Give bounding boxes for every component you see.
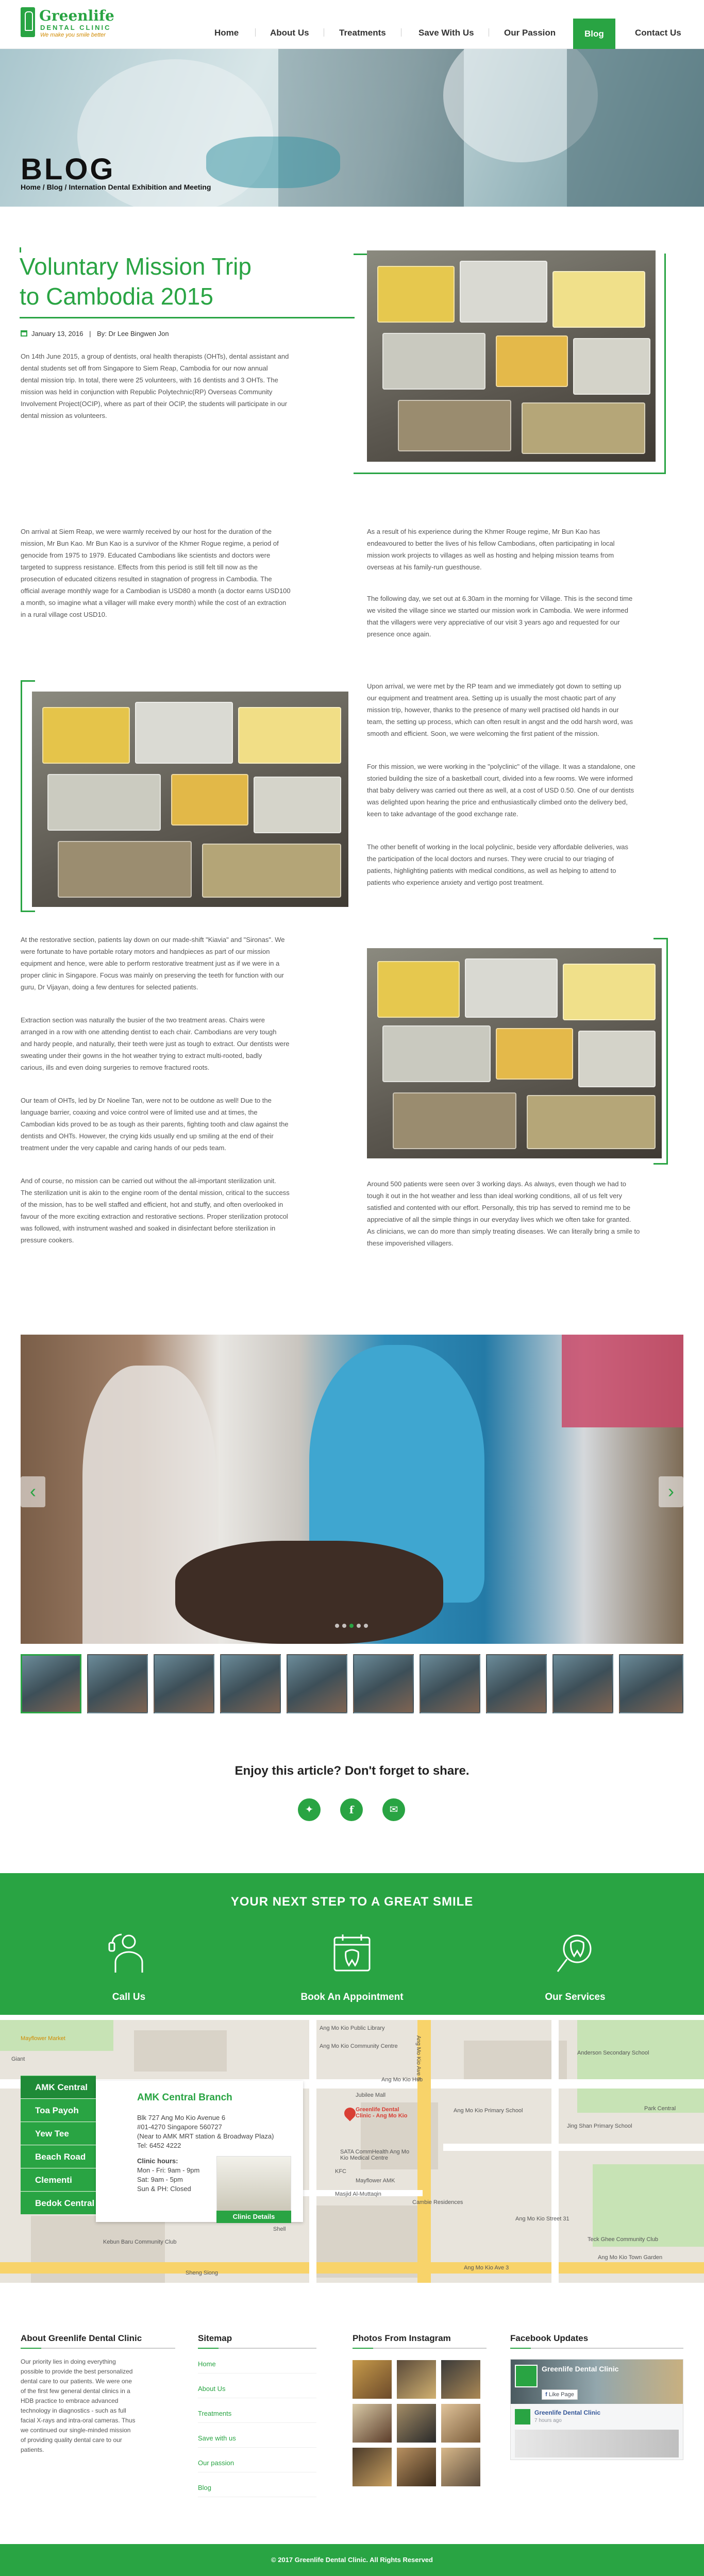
branch-yew-tee[interactable]: Yew Tee (21, 2122, 96, 2145)
instagram-photo[interactable] (441, 2404, 480, 2443)
paragraph: The other benefit of working in the local polyclinic, beside very affordable deliveries, was the participation of the local doctors and nurses. They were crucial to our triaging of patients, highlighting patients with medical conditions, as well as helping to attend to patients who experience anxiety and vertigo post treatment. (367, 843, 629, 886)
gallery-thumbnail[interactable] (619, 1654, 683, 1713)
gallery-thumbnail[interactable] (552, 1654, 613, 1713)
facebook-page-name[interactable]: Greenlife Dental Clinic (542, 2365, 619, 2373)
map-label: Ang Mo Kio Ave 3 (464, 2265, 509, 2271)
map-label: Sheng Siong (186, 2270, 218, 2276)
map-label: Park Central (644, 2106, 676, 2112)
footer-instagram-title: Photos From Instagram (353, 2333, 451, 2343)
footer-link-blog[interactable]: Blog (198, 2484, 316, 2497)
site-logo[interactable] (21, 7, 134, 39)
book-appointment-cta[interactable] (285, 1932, 419, 2003)
nav-treatments[interactable]: Treatments (339, 28, 386, 38)
paragraph: Around 500 patients were seen over 3 working days. As always, even though we had to tough it out in the hot weather and less than ideal working conditions, all of us felt very satisfied and contented with our effort. Personally, this trip has served to remind me to be appreciative of all the simple things in our everyday lives which we often take for granted. As clinicians, we can do more than simply treating diseases. We can literally bring a smile to these impoverished villagers. (367, 1180, 640, 1247)
tooth-logo-icon (21, 7, 35, 37)
hero-banner (0, 49, 704, 207)
article-author: By: Dr Lee Bingwen Jon (97, 330, 169, 338)
instagram-photo[interactable] (441, 2360, 480, 2399)
instagram-photo[interactable] (353, 2360, 392, 2399)
hero-title: BLOG (21, 153, 115, 186)
branch-address: Blk 727 Ang Mo Kio Avenue 6 (137, 2114, 226, 2122)
map-label: Ang Mo Kio Community Centre (320, 2043, 398, 2049)
facebook-page-avatar (515, 2365, 538, 2387)
clinic-hours: Mon - Fri: 9am - 9pm (137, 2166, 200, 2174)
calendar-icon (21, 330, 27, 336)
instagram-photo[interactable] (441, 2448, 480, 2486)
clinic-hours: Sat: 9am - 5pm (137, 2176, 183, 2183)
nav-home[interactable]: Home (214, 28, 239, 38)
map-label: Greenlife Dental Clinic - Ang Mo Kio (356, 2107, 408, 2119)
article-date: January 13, 2016 (31, 330, 83, 338)
book-appointment-label: Book An Appointment (300, 1992, 404, 2002)
twitter-share-button[interactable] (298, 1798, 321, 1821)
facebook-post-time: 7 hours ago (534, 2418, 562, 2423)
map-label: Ang Mo Kio Hub (381, 2077, 423, 2083)
dental-instruments-photo (367, 948, 662, 1158)
footer-link-about-us[interactable]: About Us (198, 2385, 316, 2398)
map-label: Mayflower Market (21, 2035, 65, 2042)
footer-divider (510, 2348, 683, 2349)
slider-dot[interactable] (364, 1624, 368, 1628)
branch-clementi[interactable]: Clementi (21, 2168, 96, 2191)
gallery-thumbnail[interactable] (486, 1654, 547, 1713)
article-meta: January 13, 2016 | By: Dr Lee Bingwen Jon (21, 330, 169, 338)
paragraph: The following day, we set out at 6.30am in the morning for Village. This is the second time we visited the village since we started our mission work in Cambodia. We were informed that the villagers were very appreciative of our visit 3 years ago and requested for our presence once again. (367, 595, 633, 638)
map-label: Giant (11, 2056, 25, 2062)
map-label: Ang Mo Kio Primary School (454, 2108, 523, 2114)
map-label: Jubilee Mall (356, 2092, 386, 2098)
branch-name: AMK Central Branch (137, 2092, 232, 2103)
clinic-details-button[interactable]: Clinic Details (216, 2211, 291, 2223)
branch-address: (Near to AMK MRT station & Broadway Plaza) (137, 2132, 274, 2140)
calendar-tooth-icon (331, 1932, 373, 1975)
call-icon (108, 1932, 149, 1975)
cta-divider (0, 2015, 704, 2017)
paragraph: For this mission, we were working in the "polyclinic" of the village. It was a standalone, one storied building the size of a basketball court, divided into a few rooms. We were informed that baby delivery was carried out there as well, at a cost of USD 0.50. One of our dentists was delighted upon hearing the price and enthusiastically climbed onto the delivery bed, keen to take advantage of the good exchange rate. (367, 763, 635, 818)
map-label: Mayflower AMK (356, 2178, 395, 2184)
gallery-thumbnail[interactable] (287, 1654, 347, 1713)
nav-save-with-us[interactable]: Save With Us (418, 28, 474, 38)
dental-instruments-photo (367, 250, 656, 462)
footer-sitemap-title: Sitemap (198, 2333, 232, 2343)
share-title: Enjoy this article? Don't forget to share. (234, 1764, 470, 1778)
map-label: Ang Mo Kio Street 31 (515, 2216, 569, 2222)
map-label: Jing Shan Primary School (567, 2123, 632, 2129)
map-label: Ang Mo Kio Public Library (320, 2025, 385, 2031)
branch-address: #01-4270 Singapore 560727 (137, 2123, 222, 2131)
instagram-photo[interactable] (353, 2404, 392, 2443)
clinic-hours-title: Clinic hours: (137, 2157, 178, 2165)
copyright-text: © 2017 Greenlife Dental Clinic. All Rights Reserved (271, 2556, 433, 2564)
branch-phone: Tel: 6452 4222 (137, 2142, 181, 2149)
facebook-like-button[interactable]: f Like Page (542, 2389, 578, 2400)
tooth-search-icon (555, 1932, 596, 1975)
paragraph: Our team of OHTs, led by Dr Noeline Tan, were not to be outdone as well! Due to the language barrier, coaxing and voice control were of limited use and at times, the Cambodian kids proved to be as tough as their parents, fighting tooth and claw against the dentists and OHTs. However, the crying kids usually end up smiling at the end of their treatment under the very capable and caring hands of our peds team. (21, 1097, 289, 1152)
call-us-label: Call Us (112, 1992, 146, 2002)
cta-title: YOUR NEXT STEP TO A GREAT SMILE (230, 1895, 474, 1909)
facebook-post-image (515, 2430, 679, 2457)
paragraph: At the restorative section, patients lay down on our made-shift "Kiavia" and "Sironas". We were fortunate to have portable rotary motors and handpieces as part of our mission equipment and hence, were able to perform restorative treatment just as if we were in a proper clinic in Singapore. Focus was mainly on preserving the teeth for function with our guru, Dr Vijayan, doing a few dentures for selected patients. (21, 936, 285, 991)
footer-link-save-with-us[interactable]: Save with us (198, 2434, 316, 2448)
clinic-storefront-image (216, 2156, 291, 2216)
gallery-thumbnail[interactable] (87, 1654, 148, 1713)
our-services-label: Our Services (545, 1992, 606, 2002)
paragraph: On arrival at Siem Reap, we were warmly received by our host for the duration of the mission, Mr Bun Kao. Mr Bun Kao is a survivor of the Khmer Rogue regime, a period of genocide from 1975 to 1979. Educated Cambodians like scientists and doctors were targeted to suppress resistance. Effects from this period is still felt till now as the prosecution of educated citizens resulted in stagnation of progress in Cambodia. The official average monthly wage for a Cambodian is USD80 a month (a doctor earns USD100 a month, so imagine what a villager will make every month) while the cost of an extraction in a rural village cost USD10. (21, 528, 291, 618)
map-label: KFC (335, 2168, 346, 2175)
chevron-right-icon: › (668, 1480, 674, 1502)
branch-amk-central[interactable]: AMK Central (21, 2076, 96, 2098)
facebook-share-button[interactable] (340, 1798, 363, 1821)
breadcrumb[interactable]: Home / Blog / Internation Dental Exhibition and Meeting (21, 183, 211, 191)
logo-title: Greenlife (39, 7, 114, 24)
nav-divider (255, 28, 256, 37)
branch-bedok-central[interactable]: Bedok Central (21, 2192, 96, 2214)
paragraph: As a result of his experience during the Khmer Rouge regime, Mr Bun Kao has endeavoured to better the lives of his fellow Cambodians, often participating in local mission work projects to villages as well as hosting and helping mission teams from overseas at his family-run guesthouse. (367, 528, 615, 571)
branch-toa-payoh[interactable]: Toa Payoh (21, 2099, 96, 2122)
map-label: Masjid Al-Muttaqin (335, 2191, 381, 2197)
map-label: Ang Mo Kio Ave 6 (415, 2035, 422, 2081)
footer-link-our-passion[interactable]: Our passion (198, 2459, 316, 2472)
instagram-photo[interactable] (397, 2404, 436, 2443)
map-label: Anderson Secondary School (577, 2050, 649, 2056)
slide-poster (562, 1335, 683, 1427)
map-label: Cambie Residences (412, 2199, 463, 2205)
gallery-thumbnail[interactable] (154, 1654, 214, 1713)
slider-prev-button[interactable] (21, 1476, 45, 1507)
logo-subtitle: DENTAL CLINIC (40, 24, 111, 31)
gallery-thumbnail[interactable] (420, 1654, 480, 1713)
footer-divider (353, 2348, 487, 2349)
title-underline (20, 317, 355, 318)
intro-paragraph: On 14th June 2015, a group of dentists, oral health therapists (OHTs), dental assistant and dental students set off from Singapore to Siem Reap, Cambodia for our now annual dental mission trip. In total, there were 25 volunteers, with 16 dentists and 3 OHTs. The mission was held in conjunction with Republic Polytechnic(RP) Overseas Community Involvement Project(OCIP), where as part of their OCIP, the students will participate in our dental mission as volunteers. (21, 352, 289, 419)
our-services-cta[interactable] (508, 1932, 642, 2003)
nav-about-us[interactable]: About Us (270, 28, 309, 38)
slide-figure (175, 1541, 443, 1644)
map-label: SATA CommHealth Ang Mo Kio Medical Centre (340, 2149, 410, 2161)
facebook-icon: f (349, 1804, 354, 1816)
dental-instruments-photo (32, 692, 348, 907)
paragraph: Extraction section was naturally the busier of the two treatment areas. Chairs were arranged in a row with one attending dentist to each chair. Cambodians are very tough and hardy people, and naturally, their teeth were just as tough to extract. Our dentists were sweating under their gowns in the hot weather trying to extract multi-rooted, badly carious, ills and even doing surgeries to remove fractured roots. (21, 1016, 290, 1071)
facebook-icon: f (545, 2392, 549, 2398)
footer-divider (21, 2348, 175, 2349)
article-title: Voluntary Mission Trip to Cambodia 2015 (20, 253, 252, 310)
slider-dot[interactable] (342, 1624, 346, 1628)
slider-next-button[interactable] (659, 1476, 683, 1507)
paragraph: And of course, no mission can be carried out without the all-important sterilization unit. The sterilization unit is akin to the engine room of the dental mission, critical to the success of the mission, has to be well staffed and efficient, hot and stuffy, and often overlooked in favour of the more exciting extraction and restorative sections. Proper sterilization protocol was followed, with instrument washed and soaked in disinfectant before sterilization in pressure cookers. (21, 1177, 290, 1244)
nav-blog[interactable]: Blog (573, 19, 615, 49)
gallery-thumbnail[interactable] (220, 1654, 281, 1713)
photo-slider[interactable] (21, 1335, 683, 1644)
slider-dot-active[interactable] (349, 1624, 354, 1628)
footer-divider (198, 2348, 316, 2349)
email-icon: ✉ (389, 1804, 398, 1815)
call-us-cta[interactable] (62, 1932, 196, 2003)
hero-photo-shape (567, 49, 704, 207)
facebook-post-author[interactable]: Greenlife Dental Clinic (534, 2409, 601, 2416)
branch-beach-road[interactable]: Beach Road (21, 2145, 96, 2168)
logo-tagline: We make you smile better (40, 32, 106, 38)
slider-dot[interactable] (335, 1624, 339, 1628)
footer-link-treatments[interactable]: Treatments (198, 2410, 316, 2423)
email-share-button[interactable] (382, 1798, 405, 1821)
footer-facebook-title: Facebook Updates (510, 2333, 589, 2343)
slider-dot[interactable] (357, 1624, 361, 1628)
map-label: Ang Mo Kio Town Garden (598, 2254, 663, 2261)
instagram-photo[interactable] (397, 2448, 436, 2486)
twitter-icon: ✦ (305, 1804, 314, 1815)
gallery-thumbnail[interactable] (21, 1654, 81, 1713)
instagram-photo[interactable] (397, 2360, 436, 2399)
gallery-thumbnail[interactable] (353, 1654, 414, 1713)
paragraph: Upon arrival, we were met by the RP team and we immediately got down to setting up our equipment and treatment area. Setting up is usually the most chaotic part of any mission trip, however, thanks to the presence of many well practised old hands in our team, the setting up process, which can often result in angst and the odd harsh word, was smooth and efficient. Soon, we were welcoming the first patient of the mission. (367, 682, 633, 737)
facebook-widget[interactable] (510, 2359, 683, 2460)
map-label: Kebun Baru Community Club (103, 2239, 177, 2245)
hero-photo-shape (206, 137, 340, 188)
clinic-hours: Sun & PH: Closed (137, 2185, 191, 2193)
facebook-post-avatar (515, 2409, 530, 2425)
nav-contact-us[interactable]: Contact Us (635, 28, 681, 38)
map-label: Shell (273, 2226, 286, 2232)
footer-about-text: Our priority lies in doing everything possible to provide the best personalized dental care to our patients. We were one of the first few general dental clinics in a HDB practice to embrace advanced technology in diagnostics - such as full facial X-rays and intra-oral cameras. Thus we continued our single-minded mission of providing quality dental care to our patients. (21, 2358, 136, 2453)
chevron-left-icon: ‹ (30, 1480, 36, 1502)
footer-about-title: About Greenlife Dental Clinic (21, 2333, 142, 2343)
instagram-photo[interactable] (353, 2448, 392, 2486)
footer-link-home[interactable]: Home (198, 2360, 316, 2373)
nav-our-passion[interactable]: Our Passion (504, 28, 556, 38)
map-label: Teck Ghee Community Club (588, 2236, 658, 2243)
site-header (0, 0, 704, 49)
